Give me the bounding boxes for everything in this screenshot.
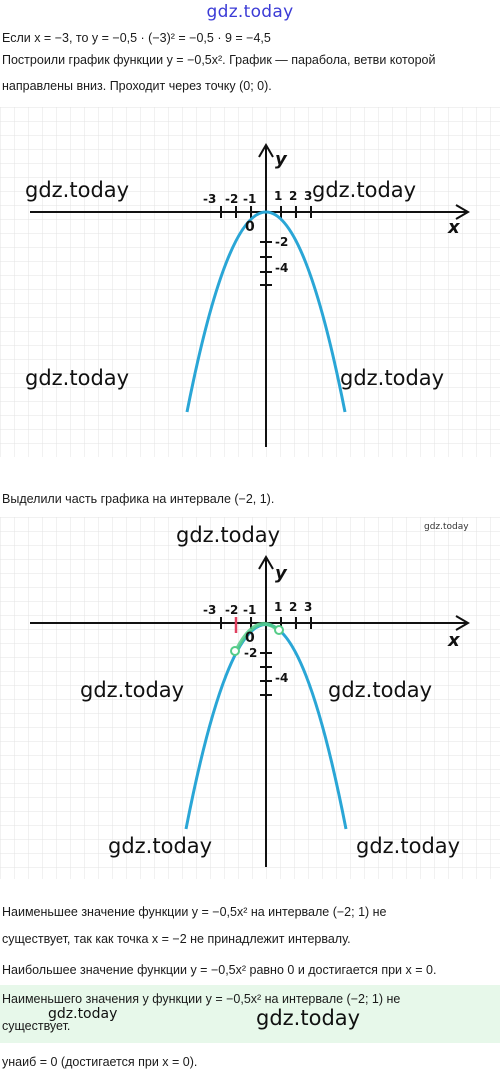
section-2-text: Выделили часть графика на интервале (−2, 1).: [2, 492, 275, 506]
watermark: gdz.today: [340, 366, 445, 390]
grid: [0, 107, 500, 457]
x-axis-label: x: [448, 630, 460, 651]
x-axis-label: x: [448, 217, 460, 238]
x-tick-label: 3: [304, 600, 313, 614]
watermark: gdz.today: [256, 1006, 361, 1030]
watermark-small: gdz.today: [48, 1006, 118, 1022]
min-line-1: Наименьшее значение функции y = −0,5x² на интервале (−2; 1) не: [2, 905, 387, 919]
final-answer: yнаиб = 0 (достигается при x = 0).: [2, 1055, 198, 1069]
x-tick-label: 3: [304, 189, 313, 203]
open-point: [275, 626, 283, 634]
answer-line-1: Наименьшего значения у функции y = −0,5x² на интервале (−2; 1) не: [2, 992, 401, 1006]
watermark: gdz.today: [80, 678, 185, 702]
intro-line-2: Построили график функции y = −0,5x². График — парабола, ветви которой: [2, 53, 436, 67]
y-axis-label: y: [275, 563, 287, 584]
origin-label: 0: [245, 630, 255, 646]
x-tick-label: -3: [203, 603, 217, 617]
intro-line-1: Если x = −3, то y = −0,5 · (−3)² = −0,5 · 9 = −4,5: [2, 31, 271, 45]
watermark-top: gdz.today: [206, 2, 294, 22]
watermark: gdz.today: [25, 178, 130, 202]
watermark: gdz.today: [176, 523, 281, 547]
x-tick-label: -3: [203, 192, 217, 206]
watermark: gdz.today: [356, 834, 461, 858]
x-tick-label: -1: [243, 603, 257, 617]
x-tick-label: -2: [225, 603, 239, 617]
x-tick-label: -2: [225, 192, 239, 206]
watermark-small: gdz.today: [424, 522, 469, 532]
graph-2: [0, 517, 500, 879]
y-axis-label: y: [275, 149, 287, 170]
x-tick-label: 1: [274, 600, 283, 614]
y-tick-label: -4: [275, 261, 289, 275]
y-tick-label: -2: [244, 646, 258, 660]
intro-line-3: направлены вниз. Проходит через точку (0; 0).: [2, 79, 272, 93]
x-tick-label: 2: [289, 600, 298, 614]
watermark: gdz.today: [108, 834, 213, 858]
answer-line-2: существует.: [2, 1019, 71, 1033]
x-tick-label: 1: [274, 189, 283, 203]
open-point: [231, 647, 239, 655]
watermark: gdz.today: [25, 366, 130, 390]
min-line-2: существует, так как точка x = −2 не принадлежит интервалу.: [2, 932, 351, 946]
origin-label: 0: [245, 219, 255, 235]
max-line: Наибольшее значение функции y = −0,5x² равно 0 и достигается при x = 0.: [2, 963, 437, 977]
graph-1: [0, 107, 500, 457]
y-tick-label: -2: [275, 235, 289, 249]
x-tick-label: 2: [289, 189, 298, 203]
watermark: gdz.today: [312, 178, 417, 202]
watermark: gdz.today: [328, 678, 433, 702]
y-tick-label: -4: [275, 671, 289, 685]
x-tick-label: -1: [243, 192, 257, 206]
